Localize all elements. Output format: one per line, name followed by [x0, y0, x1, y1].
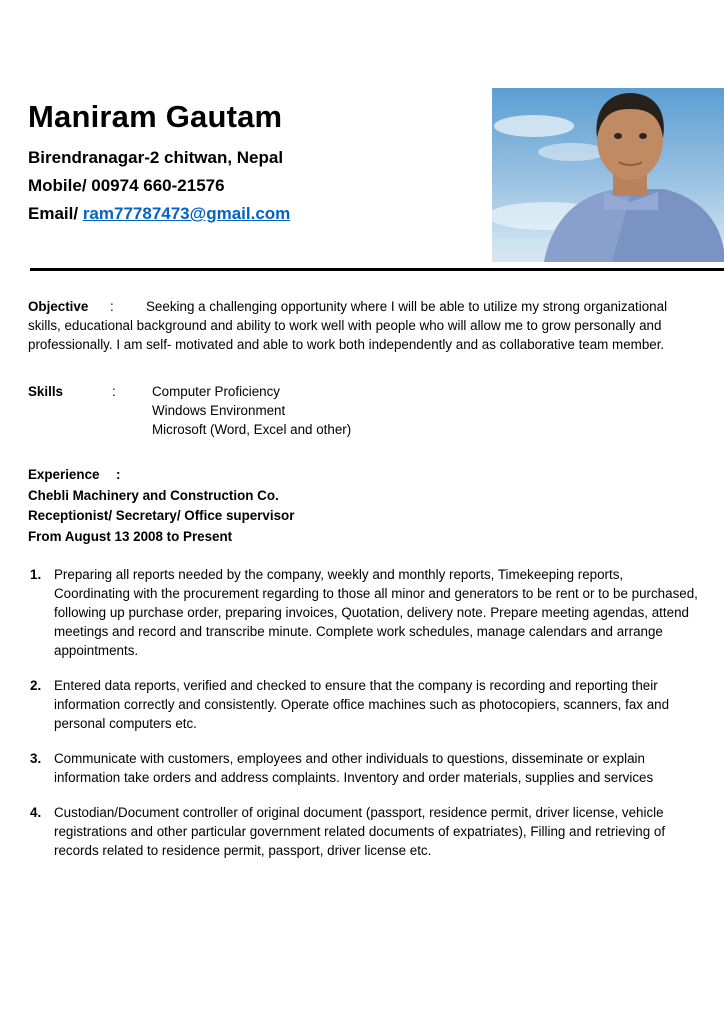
header-divider	[30, 268, 724, 271]
experience-company: Chebli Machinery and Construction Co.	[28, 487, 279, 503]
experience-colon: :	[116, 467, 121, 482]
experience-role: Receptionist/ Secretary/ Office supervisor	[28, 508, 295, 523]
email-label: Email/	[28, 204, 83, 224]
profile-photo	[492, 88, 724, 262]
duty-item	[28, 565, 698, 660]
duty-number: 3.	[30, 751, 42, 766]
duty-text: Communicate with customers, employees and other individuals to questions, disseminate or explain information take orders and address complaints. Inventory and order materials, supplies and services	[54, 751, 654, 785]
skills-label: Skills	[28, 384, 63, 399]
duty-text: Custodian/Document controller of original document (passport, residence permit, driver license, vehicle registrations and other particular government related documents of expatriates), Filling and retrieving of records related to residence permit, passport, driver license etc.	[54, 805, 666, 858]
resume-body	[28, 297, 698, 876]
objective-section	[28, 297, 698, 354]
skills-colon: :	[112, 384, 116, 399]
duty-item	[28, 803, 698, 860]
profile-photo-graphic	[492, 88, 724, 262]
objective-colon: :	[110, 299, 114, 314]
email-line	[28, 200, 484, 228]
duties-list	[28, 565, 698, 860]
candidate-name: Maniram Gautam	[28, 99, 283, 134]
duty-number: 1.	[30, 567, 42, 582]
experience-section	[28, 465, 698, 547]
duty-number: 2.	[30, 678, 42, 693]
duty-text: Preparing all reports needed by the company, weekly and monthly reports, Timekeeping reports, Coordinating with the procurement regarding to those all minor and generators to be rent or to be purchased, following up purchase order, preparing invoices, Quotation, delivery note. Prepare meeting agendas, attend meetings and record and transcribe minute. Complete work schedules, manage calendars and arrange appointments.	[54, 567, 698, 658]
email-link[interactable]: ram77787473@gmail.com	[82, 204, 291, 224]
skills-row	[28, 382, 698, 401]
duty-item	[28, 676, 698, 733]
objective-text: Seeking a challenging opportunity where I will be able to utilize my strong organizational skills, educational background and ability to work well with people who will allow me to grow personally and professionally. I am self- motivated and able to work both independently and as collaborative team member.	[28, 299, 668, 352]
skills-section	[28, 382, 698, 439]
experience-period: From August 13 2008 to Present	[28, 528, 233, 544]
duty-item	[28, 749, 698, 787]
experience-heading	[28, 465, 698, 486]
duty-text: Entered data reports, verified and checked to ensure that the company is recording and reporting their information correctly and consistently. Operate office machines such as photocopiers, scanners, fax and personal computers etc.	[54, 678, 670, 731]
duty-number: 4.	[30, 805, 42, 820]
skill-item: Computer Proficiency	[152, 384, 281, 399]
address-line: Birendranagar-2 chitwan, Nepal	[28, 148, 284, 168]
skill-item: Microsoft (Word, Excel and other)	[152, 422, 352, 437]
experience-label: Experience	[28, 467, 100, 482]
mobile-line: Mobile/ 00974 660-21576	[28, 176, 225, 196]
objective-label: Objective	[28, 299, 89, 314]
skill-item: Windows Environment	[152, 403, 286, 418]
resume-header	[28, 100, 484, 228]
